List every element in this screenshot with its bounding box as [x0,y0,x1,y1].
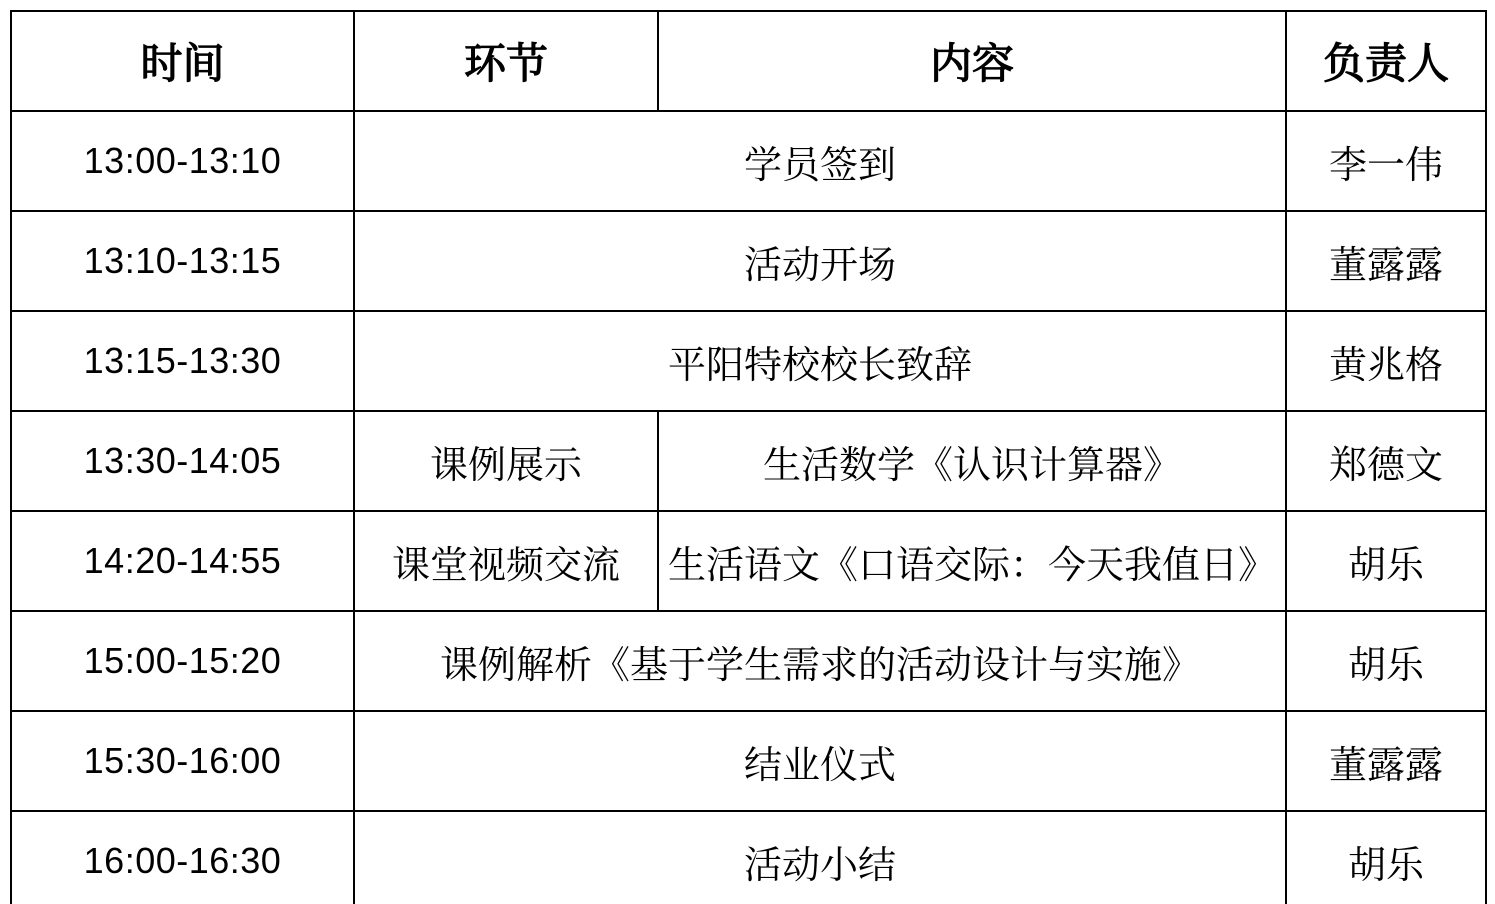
person-cell: 胡乐 [1286,611,1486,711]
time-cell: 13:30-14:05 [11,411,354,511]
table-row [11,811,1486,904]
time-cell: 14:20-14:55 [11,511,354,611]
table-row [11,711,1486,811]
table-row [11,411,1486,511]
content-cell: 生活数学《认识计算器》 [658,411,1286,511]
person-cell: 胡乐 [1286,811,1486,904]
person-cell: 李一伟 [1286,111,1486,211]
table-row [11,511,1486,611]
time-cell: 15:00-15:20 [11,611,354,711]
table-row [11,311,1486,411]
header-time: 时间 [11,11,354,111]
table-row [11,611,1486,711]
table-row [11,111,1486,211]
schedule-table [10,10,1487,904]
table-row [11,211,1486,311]
time-cell: 16:00-16:30 [11,811,354,904]
segment-cell: 课堂视频交流 [354,511,658,611]
time-cell: 13:10-13:15 [11,211,354,311]
content-cell: 平阳特校校长致辞 [354,311,1286,411]
person-cell: 黄兆格 [1286,311,1486,411]
segment-cell: 课例展示 [354,411,658,511]
header-row [11,11,1486,111]
content-cell: 课例解析《基于学生需求的活动设计与实施》 [354,611,1286,711]
content-cell: 生活语文《口语交际：今天我值日》 [658,511,1286,611]
person-cell: 董露露 [1286,211,1486,311]
person-cell: 董露露 [1286,711,1486,811]
content-cell: 活动开场 [354,211,1286,311]
header-segment: 环节 [354,11,658,111]
time-cell: 13:15-13:30 [11,311,354,411]
content-cell: 学员签到 [354,111,1286,211]
person-cell: 胡乐 [1286,511,1486,611]
header-person: 负责人 [1286,11,1486,111]
header-content: 内容 [658,11,1286,111]
content-cell: 活动小结 [354,811,1286,904]
person-cell: 郑德文 [1286,411,1486,511]
time-cell: 15:30-16:00 [11,711,354,811]
content-cell: 结业仪式 [354,711,1286,811]
time-cell: 13:00-13:10 [11,111,354,211]
